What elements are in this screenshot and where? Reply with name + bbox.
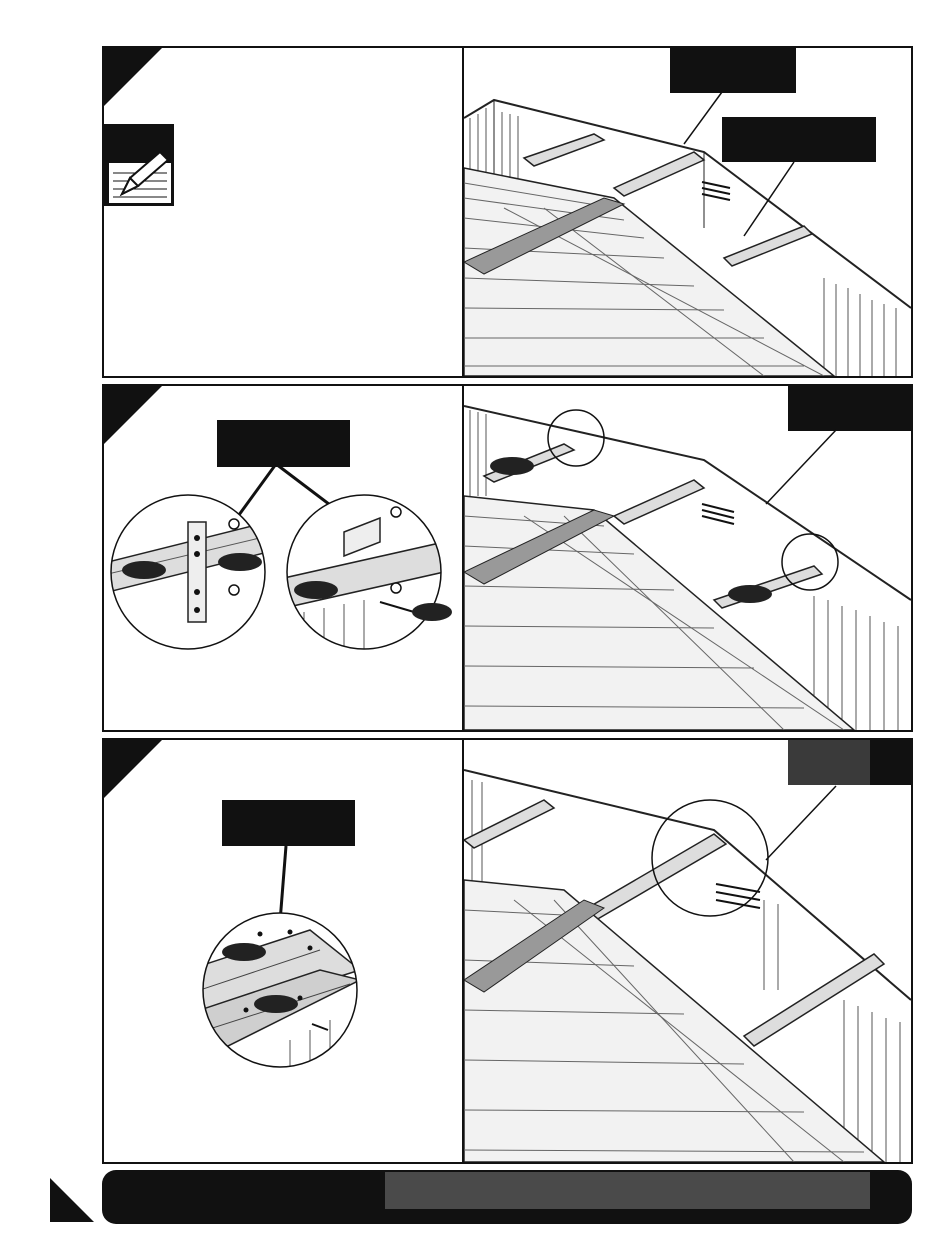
step-2-corner-marker <box>104 386 162 444</box>
page-corner-marker <box>50 1178 94 1222</box>
footer-inner-panel <box>385 1172 870 1209</box>
step-3-corner-marker <box>104 740 162 798</box>
step-1-corner-marker <box>104 48 162 106</box>
roof-illustration-2 <box>464 386 911 730</box>
detail-circle-2-right <box>284 492 444 652</box>
roof-illustration-3 <box>464 740 911 1162</box>
label-box-3a <box>222 800 355 846</box>
pencil-icon <box>114 148 170 200</box>
detail-circle-3 <box>200 910 360 1070</box>
detail-circle-2-left <box>108 492 268 652</box>
roof-illustration-1 <box>464 48 911 376</box>
detail-tag-2 <box>376 596 456 626</box>
